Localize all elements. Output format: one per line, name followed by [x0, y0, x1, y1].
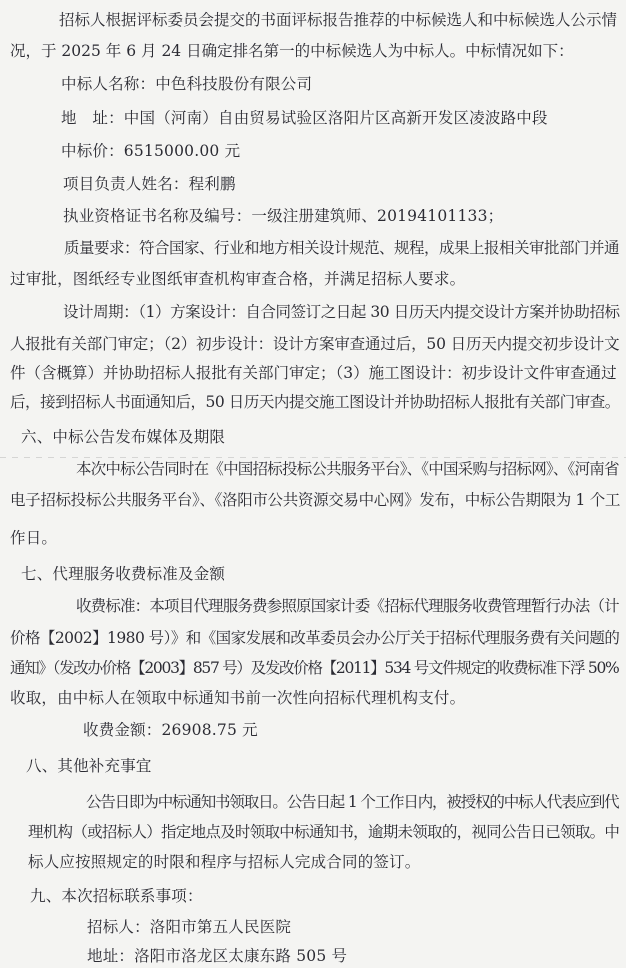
publication-media: 本次中标公告同时在《中国招标投标公共服务平台》、《中国采购与招标网》、《河南省 — [76, 460, 619, 478]
para-award-intro: 招标人根据评标委员会提交的书面评标报告推荐的中标候选人和中标候选人公示情 — [59, 11, 618, 29]
winner-address: 地 址：中国（河南）自由贸易试验区洛阳片区高新开发区凌波路中段 — [61, 109, 548, 127]
design-period-cont-1: 人报批有关部门审定；（2）初步设计：设计方案审查通过后，50 日历天内提交初步设计文 — [10, 335, 620, 353]
other-matters-cont-2: 标人应按照规定的时限和程序与招标人完成合同的签订。 — [28, 853, 421, 871]
section-six-heading: 六、中标公告发布媒体及期限 — [21, 428, 226, 446]
section-eight-heading: 八、其他补充事宜 — [26, 757, 152, 775]
other-matters-cont-1: 理机构（或招标人）指定地点及时领取中标通知书，逾期未领取的，视同公告日已领取。中 — [28, 823, 620, 841]
design-period: 设计周期：（1）方案设计：自合同签订之日起 30 日历天内提交设计方案并协助招标 — [63, 303, 620, 321]
section-nine-heading: 九、本次招标联系事项： — [30, 887, 203, 905]
qualification-certificate: 执业资格证书名称及编号：一级注册建筑师、20194101133； — [63, 207, 504, 225]
fee-amount: 收费金额：26908.75 元 — [83, 721, 258, 739]
quality-requirement-cont: 过审批，图纸经专业图纸审查机构审查合格，并满足招标人要求。 — [10, 270, 466, 288]
fee-standard-cont-2: 通知》（发改办价格【2003】857 号）及发改价格【2011】534 号文件规定的收费标准下浮 50% — [10, 659, 619, 677]
fee-standard-cont-1: 价格【2002】1980 号）》和《国家发展和改革委员会办公厅关于招标代理服务费有关问题的 — [10, 629, 620, 647]
publication-media-end: 作日。 — [10, 529, 58, 547]
publication-media-cont: 电子招标投标公共服务平台》、《洛阳市公共资源交易中心网》发布，中标公告期限为 1 个工 — [10, 491, 621, 509]
winning-price: 中标价：6515000.00 元 — [61, 142, 241, 160]
tenderer-address: 地址：洛阳市洛龙区太康东路 505 号 — [87, 947, 348, 965]
other-matters: 公告日即为中标通知书领取日。公告日起 1 个工作日内，被授权的中标人代表应到代 — [86, 793, 619, 811]
project-manager: 项目负责人姓名：程利鹏 — [63, 175, 236, 193]
section-seven-heading: 七、代理服务收费标准及金额 — [21, 565, 226, 583]
design-period-cont-3: 后，接到招标人书面通知后，50 日历天内提交施工图设计并协助招标人报批有关部门审查。 — [10, 393, 620, 411]
fee-standard-cont-3: 收取，由中标人在领取中标通知书前一次性向招标代理机构支付。 — [10, 689, 466, 707]
para-award-intro-cont: 况，于 2025 年 6 月 24 日确定排名第一的中标候选人为中标人。中标情况如下： — [10, 42, 574, 60]
quality-requirement: 质量要求：符合国家、行业和地方相关设计规范、规程，成果上报相关审批部门并通 — [64, 239, 620, 257]
fold-line — [0, 457, 626, 458]
tenderer-name: 招标人：洛阳市第五人民医院 — [87, 918, 292, 936]
fee-standard: 收费标准：本项目代理服务费参照原国家计委《招标代理服务收费管理暂行办法（计 — [76, 597, 619, 615]
design-period-cont-2: 件（含概算）并协助招标人报批有关部门审定；（3）施工图设计：初步设计文件审查通过 — [10, 364, 617, 382]
winner-name: 中标人名称：中色科技股份有限公司 — [61, 75, 313, 93]
